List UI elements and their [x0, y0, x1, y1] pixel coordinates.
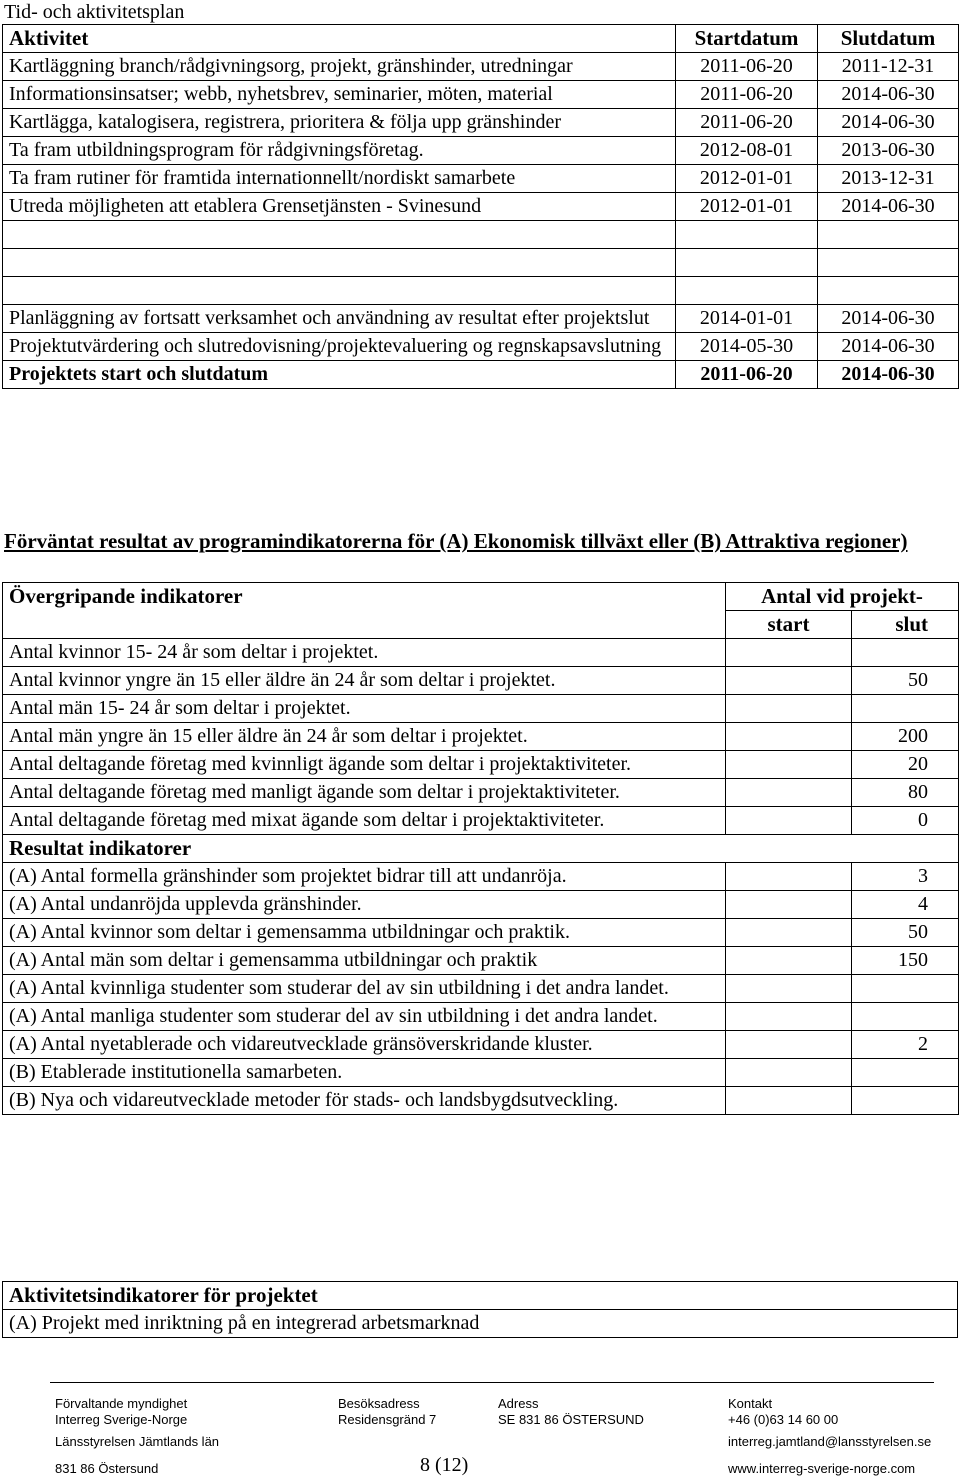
start-date-cell: 2011-06-20 — [676, 53, 818, 81]
table-row — [3, 221, 959, 249]
indicator-label: Antal deltagande företag med mixat ägande som deltar i projektaktiviteter. — [3, 807, 726, 835]
end-date-cell — [818, 249, 959, 277]
table-row — [3, 137, 959, 165]
activity-indicator-row — [3, 1310, 958, 1338]
document-title: Tid- och aktivitetsplan — [4, 1, 185, 23]
footer-authority-label: Förvaltande myndighet — [55, 1396, 188, 1411]
table-row — [3, 249, 959, 277]
result-indicator-row — [3, 863, 959, 891]
result-indicator-row — [3, 947, 959, 975]
result-indicator-end-value — [852, 975, 959, 1003]
activity-cell: Kartläggning branch/rådgivningsorg, projekt, gränshinder, utredningar — [3, 53, 676, 81]
indicator-label: Antal män 15- 24 år som deltar i projektet. — [3, 695, 726, 723]
result-indicator-end-value — [852, 1059, 959, 1087]
end-date-cell: 2014-06-30 — [818, 333, 959, 361]
start-date-cell — [676, 221, 818, 249]
result-indicator-end-value: 4 — [852, 891, 959, 919]
indicator-row — [3, 779, 959, 807]
footer-phone: +46 (0)63 14 60 00 — [728, 1412, 839, 1427]
footer-authority-org: Länsstyrelsen Jämtlands län — [55, 1434, 220, 1449]
count-header: Antal vid projekt- — [726, 583, 959, 611]
footer-website-link[interactable]: www.interreg-sverige-norge.com — [728, 1461, 916, 1476]
footer-address-label: Adress — [498, 1396, 539, 1411]
indicator-label: Antal deltagande företag med manligt ägande som deltar i projektaktiviteter. — [3, 779, 726, 807]
result-indicator-end-value: 50 — [852, 919, 959, 947]
indicator-start-value — [726, 695, 852, 723]
result-indicator-row — [3, 1003, 959, 1031]
table-row — [3, 277, 959, 305]
activity-cell — [3, 221, 676, 249]
result-indicator-row — [3, 1059, 959, 1087]
footer-rule — [50, 1382, 934, 1383]
indicator-start-value — [726, 807, 852, 835]
indicator-end-value: 20 — [852, 751, 959, 779]
indicator-end-value: 200 — [852, 723, 959, 751]
indicator-end-value: 50 — [852, 667, 959, 695]
result-indicator-row — [3, 975, 959, 1003]
end-date-cell: 2014-06-30 — [818, 193, 959, 221]
indicator-start-value — [726, 751, 852, 779]
total-start-date: 2011-06-20 — [676, 361, 818, 389]
start-date-cell: 2012-01-01 — [676, 193, 818, 221]
header-start-date: Startdatum — [676, 25, 818, 53]
table-row — [3, 165, 959, 193]
indicator-label: Antal kvinnor 15- 24 år som deltar i projektet. — [3, 639, 726, 667]
result-indicator-label: (A) Antal kvinnliga studenter som studerar del av sin utbildning i det andra landet. — [3, 975, 726, 1003]
start-date-cell: 2011-06-20 — [676, 81, 818, 109]
result-indicator-row — [3, 919, 959, 947]
footer-visit-label: Besöksadress — [338, 1396, 420, 1411]
result-indicator-label: (A) Antal manliga studenter som studerar del av sin utbildning i det andra landet. — [3, 1003, 726, 1031]
activity-cell: Utreda möjligheten att etablera Grensetjänsten - Svinesund — [3, 193, 676, 221]
end-date-cell: 2014-06-30 — [818, 109, 959, 137]
result-indicator-start-value — [726, 1031, 852, 1059]
activity-cell: Projektutvärdering och slutredovisning/projektevaluering og regnskapsavslutning — [3, 333, 676, 361]
result-indicator-start-value — [726, 1003, 852, 1031]
result-indicator-start-value — [726, 919, 852, 947]
indicator-row — [3, 807, 959, 835]
end-date-cell: 2014-06-30 — [818, 81, 959, 109]
table-row — [3, 193, 959, 221]
activity-cell — [3, 249, 676, 277]
start-header: start — [726, 611, 852, 639]
end-header: slut — [852, 611, 959, 639]
result-indicator-end-value: 150 — [852, 947, 959, 975]
end-date-cell — [818, 277, 959, 305]
activity-indicators-header: Aktivitetsindikatorer för projektet — [3, 1282, 958, 1310]
indicator-row — [3, 751, 959, 779]
indicator-end-value: 0 — [852, 807, 959, 835]
result-indicator-start-value — [726, 975, 852, 1003]
result-indicators-header-row — [3, 835, 959, 863]
result-indicator-end-value: 3 — [852, 863, 959, 891]
indicator-start-value — [726, 723, 852, 751]
end-date-cell: 2014-06-30 — [818, 305, 959, 333]
activity-cell: Informationsinsatser; webb, nyhetsbrev, seminarier, möten, material — [3, 81, 676, 109]
results-table — [2, 582, 959, 1115]
result-indicator-end-value — [852, 1003, 959, 1031]
header-end-date: Slutdatum — [818, 25, 959, 53]
result-indicator-label: (B) Etablerade institutionella samarbeten. — [3, 1059, 726, 1087]
result-indicator-label: (B) Nya och vidareutvecklade metoder för stads- och landsbygdsutveckling. — [3, 1087, 726, 1115]
overall-indicators-header: Övergripande indikatorer — [3, 583, 726, 639]
result-indicator-start-value — [726, 947, 852, 975]
end-date-cell: 2013-12-31 — [818, 165, 959, 193]
footer-email-link[interactable]: interreg.jamtland@lansstyrelsen.se — [728, 1434, 932, 1449]
result-indicator-start-value — [726, 1087, 852, 1115]
footer-contact-label: Kontakt — [728, 1396, 773, 1411]
result-indicator-label: (A) Antal män som deltar i gemensamma utbildningar och praktik — [3, 947, 726, 975]
result-indicator-label: (A) Antal undanröjda upplevda gränshinder. — [3, 891, 726, 919]
total-label: Projektets start och slutdatum — [3, 361, 676, 389]
indicator-row — [3, 695, 959, 723]
result-indicator-start-value — [726, 1059, 852, 1087]
start-date-cell: 2014-05-30 — [676, 333, 818, 361]
indicator-end-value — [852, 695, 959, 723]
indicator-label: Antal deltagande företag med kvinnligt ägande som deltar i projektaktiviteter. — [3, 751, 726, 779]
end-date-cell — [818, 221, 959, 249]
results-heading: Förväntat resultat av programindikatorerna för (A) Ekonomisk tillväxt eller (B) Attraktiva regioner) — [4, 529, 908, 553]
footer-authority-name: Interreg Sverige-Norge — [55, 1412, 188, 1427]
result-indicator-row — [3, 1031, 959, 1059]
table-total-row — [3, 361, 959, 389]
footer-address: SE 831 86 ÖSTERSUND — [498, 1412, 644, 1427]
result-indicator-label: (A) Antal nyetablerade och vidareutvecklade gränsöverskridande kluster. — [3, 1031, 726, 1059]
table-row — [3, 333, 959, 361]
indicator-row — [3, 667, 959, 695]
header-activity: Aktivitet — [3, 25, 676, 53]
indicator-row — [3, 639, 959, 667]
activity-cell: Ta fram rutiner för framtida internationnellt/nordiskt samarbete — [3, 165, 676, 193]
end-date-cell: 2011-12-31 — [818, 53, 959, 81]
result-indicator-start-value — [726, 863, 852, 891]
results-header-row — [3, 583, 959, 611]
indicator-start-value — [726, 667, 852, 695]
start-date-cell — [676, 277, 818, 305]
result-indicator-end-value — [852, 1087, 959, 1115]
result-indicator-label: (A) Antal kvinnor som deltar i gemensamma utbildningar och praktik. — [3, 919, 726, 947]
indicator-start-value — [726, 779, 852, 807]
total-end-date: 2014-06-30 — [818, 361, 959, 389]
start-date-cell: 2014-01-01 — [676, 305, 818, 333]
result-indicator-label: (A) Antal formella gränshinder som projektet bidrar till att undanröja. — [3, 863, 726, 891]
activity-cell — [3, 277, 676, 305]
indicator-row — [3, 723, 959, 751]
page-number: 8 (12) — [420, 1454, 469, 1476]
table-row — [3, 109, 959, 137]
table-row — [3, 81, 959, 109]
start-date-cell: 2011-06-20 — [676, 109, 818, 137]
indicator-end-value: 80 — [852, 779, 959, 807]
footer-authority-city: 831 86 Östersund — [55, 1461, 159, 1476]
indicator-label: Antal kvinnor yngre än 15 eller äldre än 24 år som deltar i projektet. — [3, 667, 726, 695]
activity-indicator-label: (A) Projekt med inriktning på en integrerad arbetsmarknad — [3, 1310, 958, 1338]
activity-cell: Planläggning av fortsatt verksamhet och användning av resultat efter projektslut — [3, 305, 676, 333]
activity-indicators-table — [2, 1281, 958, 1338]
footer-visit-address: Residensgränd 7 — [338, 1412, 437, 1427]
result-indicator-start-value — [726, 891, 852, 919]
table-row — [3, 305, 959, 333]
activity-indicators-header-row — [3, 1282, 958, 1310]
activity-table — [2, 24, 959, 389]
table-row — [3, 53, 959, 81]
result-indicator-end-value: 2 — [852, 1031, 959, 1059]
result-indicators-header: Resultat indikatorer — [3, 835, 959, 863]
indicator-end-value — [852, 639, 959, 667]
end-date-cell: 2013-06-30 — [818, 137, 959, 165]
start-date-cell: 2012-01-01 — [676, 165, 818, 193]
activity-cell: Ta fram utbildningsprogram för rådgivningsföretag. — [3, 137, 676, 165]
start-date-cell: 2012-08-01 — [676, 137, 818, 165]
indicator-label: Antal män yngre än 15 eller äldre än 24 år som deltar i projektet. — [3, 723, 726, 751]
activity-cell: Kartlägga, katalogisera, registrera, prioritera & följa upp gränshinder — [3, 109, 676, 137]
result-indicator-row — [3, 891, 959, 919]
result-indicator-row — [3, 1087, 959, 1115]
indicator-start-value — [726, 639, 852, 667]
table-header-row — [3, 25, 959, 53]
start-date-cell — [676, 249, 818, 277]
